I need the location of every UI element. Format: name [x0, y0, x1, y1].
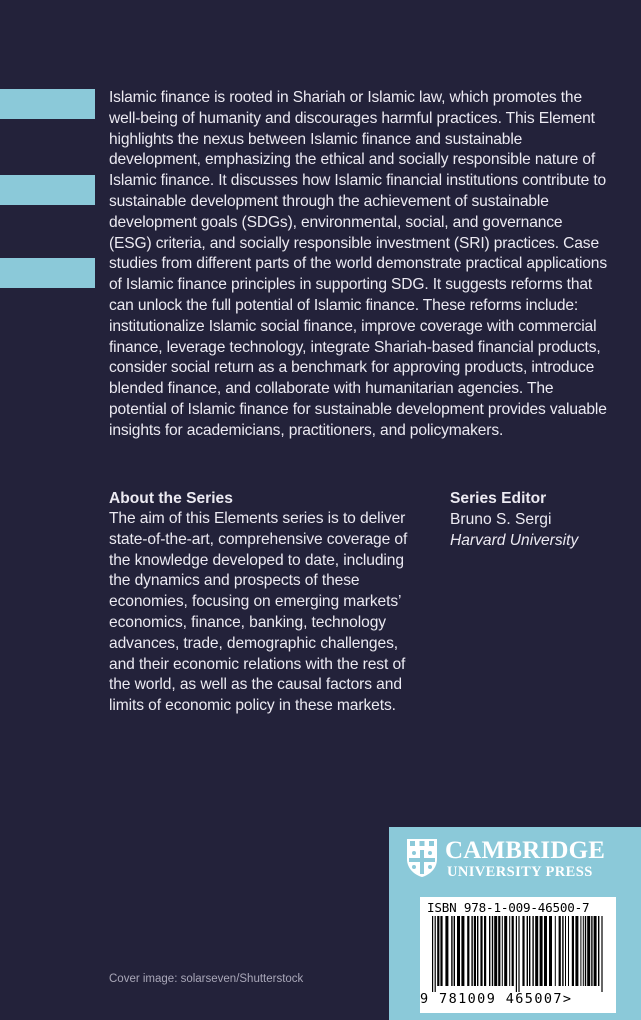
series-editor-heading: Series Editor — [450, 490, 547, 507]
publisher-panel — [389, 827, 641, 1020]
barcode-bar — [585, 916, 586, 986]
barcode-bar — [437, 916, 439, 986]
barcode-bar — [451, 916, 452, 986]
barcode-bar — [509, 916, 510, 986]
barcode-bar — [457, 916, 460, 986]
about-series-heading: About the Series — [109, 490, 233, 507]
barcode-bar — [454, 916, 455, 986]
barcode-digits — [420, 991, 616, 1007]
barcode-bars — [428, 916, 608, 992]
barcode-bar — [432, 916, 433, 992]
series-editor-name: Bruno S. Sergi — [450, 511, 552, 528]
barcode-bar — [522, 916, 524, 986]
barcode-bar — [572, 916, 574, 986]
barcode-bar — [527, 916, 528, 986]
about-series-text: The aim of this Elements series is to deliver state-of-the-art, comprehensive coverage of the knowledge developed to date, including the dynamics and prospects of these economies, focusing on emerging markets’ economics, finance, banking, technology advances, trade, demographic challenges, and their economic relations with the rest of the world, as well as the causal factors and limits of economic policy in these markets. — [109, 510, 408, 715]
barcode-number: 9 781009 465007 — [420, 991, 563, 1007]
barcode-bar — [484, 916, 486, 986]
barcode-bar — [562, 916, 563, 986]
barcode-bar — [477, 916, 478, 986]
barcode-bar — [471, 916, 472, 986]
series-editor-affiliation: Harvard University — [450, 532, 579, 549]
barcode-bar — [540, 916, 543, 986]
publisher-subtitle: UNIVERSITY PRESS — [447, 864, 593, 880]
barcode-bar — [568, 916, 569, 986]
book-blurb: Islamic finance is rooted in Shariah or Islamic law, which promotes the well-being of humanity and discourages harmful practices. This Element highlights the nexus between Islamic finance and sustainable development, emphasizing the ethical and socially responsible nature of Islamic finance. It discusses how Islamic financial institutions contribute to sustainable development through the achievement of sustainable development goals (SDGs), environmental, social, and governance (ESG) criteria, and socially responsible investment (SRI) practices. Case studies from different parts of the world demonstrate practical applications of Islamic finance principles in supporting SDG. It suggests reforms that can unlock the full potential of Islamic finance. These reforms include: institutionalize Islamic social finance, improve coverage with commercial finance, leverage technology, integrate Shariah-based financial products, consider social return as a benchmark for approving products, introduce blended finance, and collaborate with humanitarian agencies. The potential of Islamic finance for sustainable development provides valuable insights for academicians, practitioners, and policymakers. — [109, 89, 607, 439]
barcode-bar — [467, 916, 469, 986]
barcode-bar — [461, 916, 464, 986]
barcode-bar — [492, 916, 493, 986]
barcode-bar — [598, 916, 599, 986]
barcode-bar — [445, 916, 448, 986]
barcode-bar — [594, 916, 597, 986]
publisher-name: CAMBRIDGE — [445, 837, 606, 864]
barcode-bar — [474, 916, 476, 986]
barcode-bar — [544, 916, 547, 986]
barcode-bar — [504, 916, 507, 986]
cover-image-credit: Cover image: solarseven/Shutterstock — [109, 973, 304, 985]
barcode-bar — [480, 916, 482, 986]
barcode-bar — [498, 916, 500, 986]
barcode-bar — [512, 916, 514, 986]
barcode-bar — [549, 916, 552, 986]
series-editor-section — [450, 488, 630, 551]
barcode-bar — [516, 916, 517, 992]
barcode-bar — [559, 916, 561, 986]
barcode-bar — [435, 916, 436, 992]
cambridge-shield-icon — [406, 838, 438, 878]
barcode-bar — [518, 916, 519, 992]
accent-stripe — [0, 258, 95, 288]
barcode-bar — [583, 916, 584, 986]
barcode-bar — [555, 916, 556, 986]
barcode-bar — [532, 916, 533, 986]
isbn-label: ISBN 978-1-009-46500-7 — [427, 900, 590, 915]
barcode-bar — [575, 916, 578, 986]
barcode-bar — [601, 916, 602, 992]
accent-stripe — [0, 89, 95, 119]
barcode-bar — [535, 916, 538, 986]
barcode-bar — [494, 916, 497, 986]
barcode-bar — [440, 916, 442, 986]
barcode-bar — [580, 916, 581, 986]
barcode-bar — [529, 916, 530, 986]
barcode-addon-mark: > — [562, 991, 573, 1007]
isbn-barcode — [420, 897, 616, 1013]
barcode-bar — [591, 916, 592, 986]
barcode-bar — [489, 916, 490, 986]
barcode-bar — [502, 916, 503, 986]
barcode-bar — [565, 916, 566, 986]
barcode-bar — [587, 916, 590, 986]
accent-stripe — [0, 175, 95, 205]
about-series-section — [109, 488, 419, 717]
